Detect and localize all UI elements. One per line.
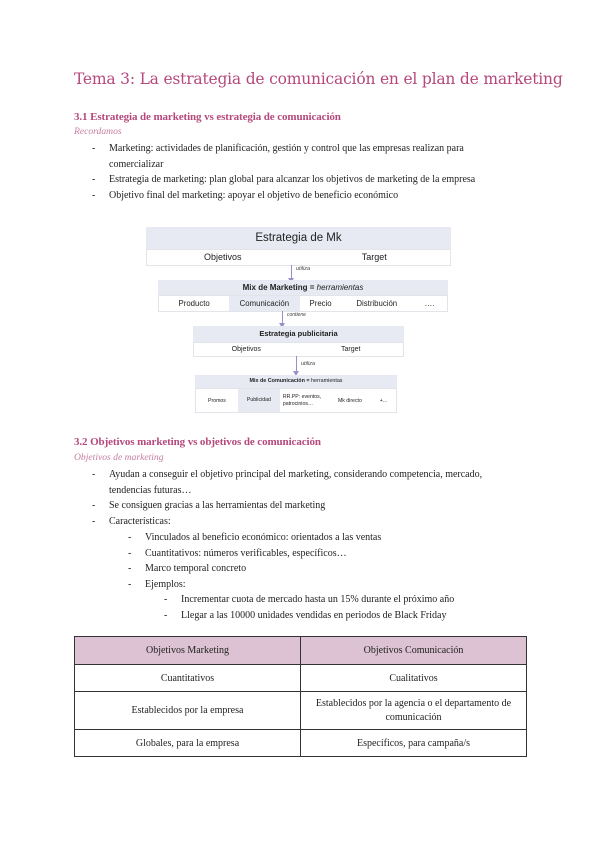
diagram-level4-row (195, 388, 397, 413)
diagram-title-prefix: Mix de Marketing = (242, 283, 317, 292)
diagram-publicity-strategy-title: Estrategia publicitaria (193, 326, 404, 342)
diagram-cell: Target (361, 252, 387, 262)
table-cell: Cualitativos (301, 665, 527, 692)
table-header-cell: Objetivos Marketing (75, 637, 301, 665)
list-item: - Vinculados al beneficio económico: orientados a las ventas (145, 530, 505, 546)
diagram-mix-comunicacion-title (195, 375, 397, 388)
list-item: - Llegar a las 10000 unidades vendidas en periodos de Black Friday (181, 608, 511, 624)
list-item: - Marco temporal concreto (145, 561, 505, 577)
list-item: - Ayudan a conseguir el objetivo principal del marketing, considerando competencia, mercado, tendencias futuras… (109, 467, 509, 498)
section1-subheading: Recordamos (74, 126, 122, 137)
table-cell: Establecidos por la empresa (75, 692, 301, 730)
diagram-cell: Objetivos (203, 252, 242, 262)
diagram-cell: Objetivos (231, 346, 261, 353)
diagram-strategy-mk-title: Estrategia de Mk (146, 227, 451, 249)
diagram-cell: +... (379, 397, 388, 404)
arrow-icon (296, 356, 297, 372)
diagram-cell: …. (424, 299, 435, 308)
objectives-comparison-table (74, 636, 527, 757)
table-header-cell: Objetivos Comunicación (301, 637, 527, 665)
section2-heading: 3.2 Objetivos marketing vs objetivos de comunicación (74, 436, 321, 448)
table-row (75, 665, 527, 692)
diagram-cell: RR.PP: eventos, patrocinios… (282, 393, 322, 407)
page-title: Tema 3: La estrategia de comunicación en el plan de marketing (74, 70, 563, 88)
examples-list (181, 592, 511, 623)
list-item: - Estrategia de marketing: plan global para alcanzar los objetivos de marketing de la empresa (109, 172, 519, 188)
list-item: - Cuantitativos: números verificables, específicos… (145, 546, 505, 562)
diagram-level2-row (158, 295, 448, 312)
diagram-level3-row (193, 342, 404, 357)
table-row (75, 730, 527, 757)
table-cell: Cuantitativos (75, 665, 301, 692)
diagram-cell: Promos (208, 397, 226, 404)
table-row (75, 692, 527, 730)
diagram-cell: Distribución (356, 299, 398, 308)
diagram-level1-row (146, 249, 451, 266)
list-item: - Objetivo final del marketing: apoyar el objetivo de beneficio económico (109, 188, 519, 204)
diagram-cell: Target (341, 346, 361, 353)
table-header-row (75, 637, 527, 665)
table-cell: Específicos, para campaña/s (301, 730, 527, 757)
diagram-title-prefix: Mix de Comunicación = (249, 378, 312, 384)
strategy-diagram (0, 0, 600, 420)
list-item: - Marketing: actividades de planificación, gestión y control que las empresas realizan para comercializar (109, 141, 519, 172)
diagram-cell: Precio (309, 299, 332, 308)
characteristics-list (145, 530, 505, 592)
diagram-arrow-label: utiliza (301, 361, 316, 367)
diagram-cell: Mk directo (337, 397, 362, 404)
diagram-cell-highlight: Publicidad (238, 389, 280, 412)
diagram-cell: Producto (178, 299, 210, 308)
list-item: - Incrementar cuota de mercado hasta un 15% durante el próximo año (181, 592, 511, 608)
section2-bullet-list (109, 467, 509, 529)
diagram-arrow-label: contiene (287, 312, 306, 318)
diagram-mix-marketing-title (158, 280, 448, 295)
arrow-icon (282, 311, 283, 324)
list-item: - Características: (109, 514, 509, 530)
arrow-icon (291, 265, 292, 279)
diagram-title-suffix: herramientas (311, 378, 343, 384)
diagram-arrow-label: utiliza (296, 266, 311, 272)
list-item: - Ejemplos: (145, 577, 505, 593)
list-item: - Se consiguen gracias a las herramientas del marketing (109, 498, 509, 514)
table-cell: Establecidos por la agencia o el departamento de comunicación (301, 692, 527, 730)
section2-subheading: Objetivos de marketing (74, 452, 164, 463)
table-cell: Globales, para la empresa (75, 730, 301, 757)
diagram-cell-highlight: Comunicación (229, 296, 299, 311)
section1-heading: 3.1 Estrategia de marketing vs estrategia de comunicación (74, 111, 341, 123)
diagram-title-suffix: herramientas (316, 283, 364, 292)
